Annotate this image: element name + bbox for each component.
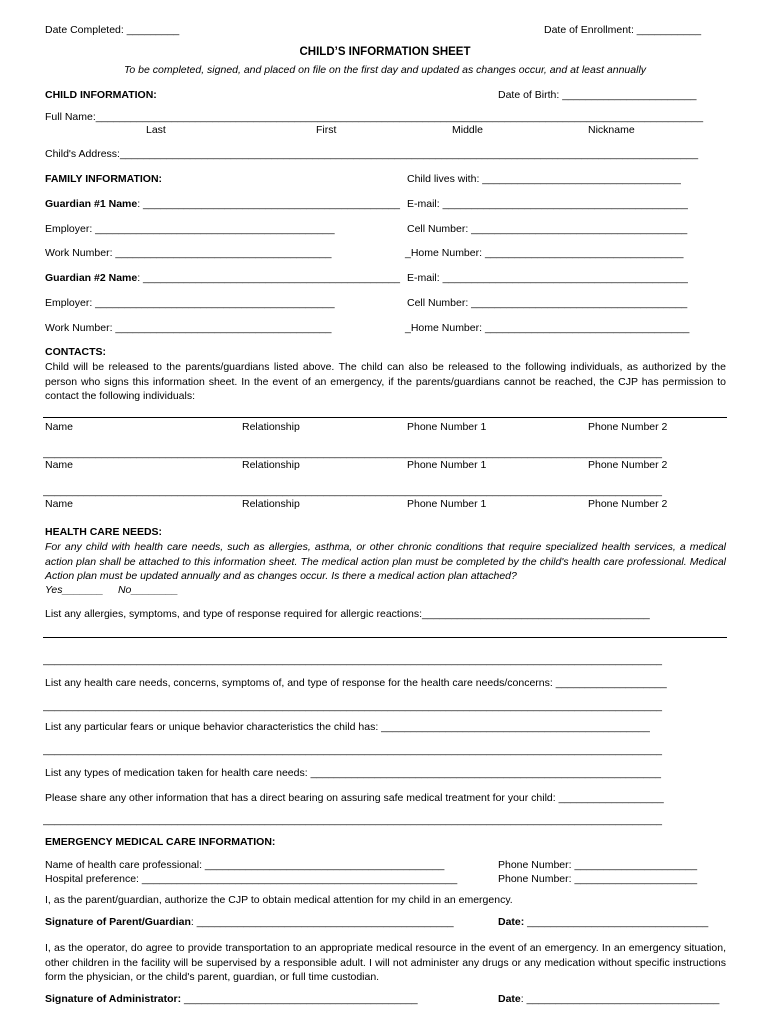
hospital-preference-field[interactable]: Hospital preference: ______________________________________________________: [45, 873, 458, 885]
page-title: CHILD’S INFORMATION SHEET: [299, 46, 471, 58]
authorize-text: I, as the parent/guardian, authorize the CJP to obtain medical attention for my child in an emergency.: [45, 894, 513, 906]
full-name-field[interactable]: Full Name:________________________________________________________________________________________________________: [45, 111, 704, 123]
admin-signature-label: Signature of Administrator:: [45, 993, 182, 1005]
contact3-phone1: Phone Number 1: [407, 498, 487, 510]
guardian1-email-field[interactable]: E-mail: __________________________________________: [407, 198, 688, 210]
health-text: For any child with health care needs, such as allergies, asthma, or other chronic conditions that require specialized health services, a medical action plan shall be attached to this information sheet. The medical action plan must be completed by the child's health care professional. Medical Action plan must be updated annually and as changes occur. Is there a medical action plan attached?: [45, 541, 726, 582]
admin-date-field[interactable]: Date: _________________________________: [498, 993, 720, 1005]
fears-field[interactable]: List any particular fears or unique behavior characteristics the child has: ______________________________________________: [45, 721, 650, 733]
child-lives-with-field[interactable]: Child lives with: __________________________________: [407, 173, 681, 185]
child-address-field[interactable]: Child's Address:___________________________________________________________________________________________________: [45, 148, 699, 160]
guardian2-employer-field[interactable]: Employer: _________________________________________: [45, 297, 335, 309]
label-middle: Middle: [452, 124, 483, 136]
guardian2-name-label: Guardian #2 Name: [45, 272, 138, 284]
date-of-birth-field[interactable]: Date of Birth: _______________________: [498, 89, 697, 101]
fears-blank-line[interactable]: __________________________________________________________________________________________________________: [43, 744, 662, 756]
guardian2-cell-field[interactable]: Cell Number: _____________________________________: [407, 297, 688, 309]
guardian1-name-label: Guardian #1 Name: [45, 198, 138, 210]
label-last: Last: [146, 124, 166, 136]
health-needs-blank-line[interactable]: __________________________________________________________________________________________________________: [43, 700, 662, 712]
contact2-relationship: Relationship: [242, 459, 300, 471]
hospital-phone-field[interactable]: Phone Number: _____________________: [498, 873, 698, 885]
health-heading: HEALTH CARE NEEDS:: [45, 526, 163, 538]
contact3-name: Name: [45, 498, 74, 510]
guardian1-work-field[interactable]: Work Number: _____________________________________: [45, 247, 332, 259]
parent-date-label: Date:: [498, 916, 525, 928]
admin-date-label: Date: [498, 993, 521, 1005]
guardian1-name-field[interactable]: Guardian #1 Name: ____________________________________________: [45, 198, 400, 210]
operator-text: I, as the operator, do agree to provide transportation to an appropriate medical resource in the event of an emergency. In an emergency situation, other children in the facility will be supervised by a responsible adult. I will not administer any drugs or any medication without specific instructions form the physician, or the child's parent, guardian, or full time custodian.: [45, 942, 726, 983]
admin-signature-field[interactable]: Signature of Administrator: ________________________________________: [45, 993, 418, 1005]
guardian1-cell-field[interactable]: Cell Number: _____________________________________: [407, 223, 688, 235]
contact2-name: Name: [45, 459, 74, 471]
health-needs-field[interactable]: List any health care needs, concerns, symptoms of, and type of response for the health care needs/concerns: ___________________: [45, 677, 667, 689]
label-first: First: [316, 124, 337, 136]
page-subtitle: To be completed, signed, and placed on file on the first day and updated as changes occur, and at least annually: [123, 64, 647, 76]
parent-date-field[interactable]: Date: _______________________________: [498, 916, 709, 928]
contact2-phone1: Phone Number 1: [407, 459, 487, 471]
contact2-phone2: Phone Number 2: [588, 459, 668, 471]
contacts-heading: CONTACTS:: [45, 346, 107, 358]
medical-plan-yes-no[interactable]: Yes_______ No________: [45, 584, 179, 596]
contact1-relationship: Relationship: [242, 421, 300, 433]
medication-field[interactable]: List any types of medication taken for health care needs: ____________________________________________________________: [45, 767, 661, 779]
contact1-name: Name: [45, 421, 74, 433]
health-professional-field[interactable]: Name of health care professional: _________________________________________: [45, 859, 445, 871]
allergies-blank-line[interactable]: __________________________________________________________________________________________________________: [43, 654, 662, 666]
health-divider: [43, 637, 727, 638]
guardian2-name-field[interactable]: Guardian #2 Name: ____________________________________________: [45, 272, 400, 284]
date-completed-field[interactable]: Date Completed: _________: [45, 24, 180, 36]
allergies-field[interactable]: List any allergies, symptoms, and type of response required for allergic reactions:_______________________________________: [45, 608, 650, 620]
professional-phone-field[interactable]: Phone Number: _____________________: [498, 859, 698, 871]
date-of-enrollment-field[interactable]: Date of Enrollment: ___________: [544, 24, 702, 36]
contact3-line[interactable]: __________________________________________________________________________________________________________: [43, 485, 662, 497]
guardian2-home-field[interactable]: _Home Number: ___________________________________: [405, 322, 690, 334]
contacts-text: Child will be released to the parents/guardians listed above. The child can also be released to the following individuals, as authorized by the person who signs this information sheet. In the event of an emergency, if the parents/guardians cannot be reached, the CJP has permission to contact the following individuals:: [45, 361, 726, 402]
parent-signature-field[interactable]: Signature of Parent/Guardian: ____________________________________________: [45, 916, 454, 928]
family-info-heading: FAMILY INFORMATION:: [45, 173, 163, 185]
contact1-phone2: Phone Number 2: [588, 421, 668, 433]
other-info-blank-line[interactable]: __________________________________________________________________________________________________________: [43, 814, 662, 826]
guardian2-email-field[interactable]: E-mail: __________________________________________: [407, 272, 688, 284]
label-nickname: Nickname: [588, 124, 635, 136]
contacts-divider: [43, 417, 727, 418]
guardian2-work-field[interactable]: Work Number: _____________________________________: [45, 322, 332, 334]
guardian1-employer-field[interactable]: Employer: _________________________________________: [45, 223, 335, 235]
contact1-phone1: Phone Number 1: [407, 421, 487, 433]
contact3-phone2: Phone Number 2: [588, 498, 668, 510]
contact3-relationship: Relationship: [242, 498, 300, 510]
emergency-heading: EMERGENCY MEDICAL CARE INFORMATION:: [45, 836, 276, 848]
other-info-field[interactable]: Please share any other information that has a direct bearing on assuring safe medical treatment for your child: __________________: [45, 792, 664, 804]
guardian1-home-field[interactable]: _Home Number: __________________________________: [405, 247, 684, 259]
child-info-heading: CHILD INFORMATION:: [45, 89, 157, 101]
contact2-line[interactable]: __________________________________________________________________________________________________________: [43, 447, 662, 459]
parent-signature-label: Signature of Parent/Guardian: [45, 916, 191, 928]
